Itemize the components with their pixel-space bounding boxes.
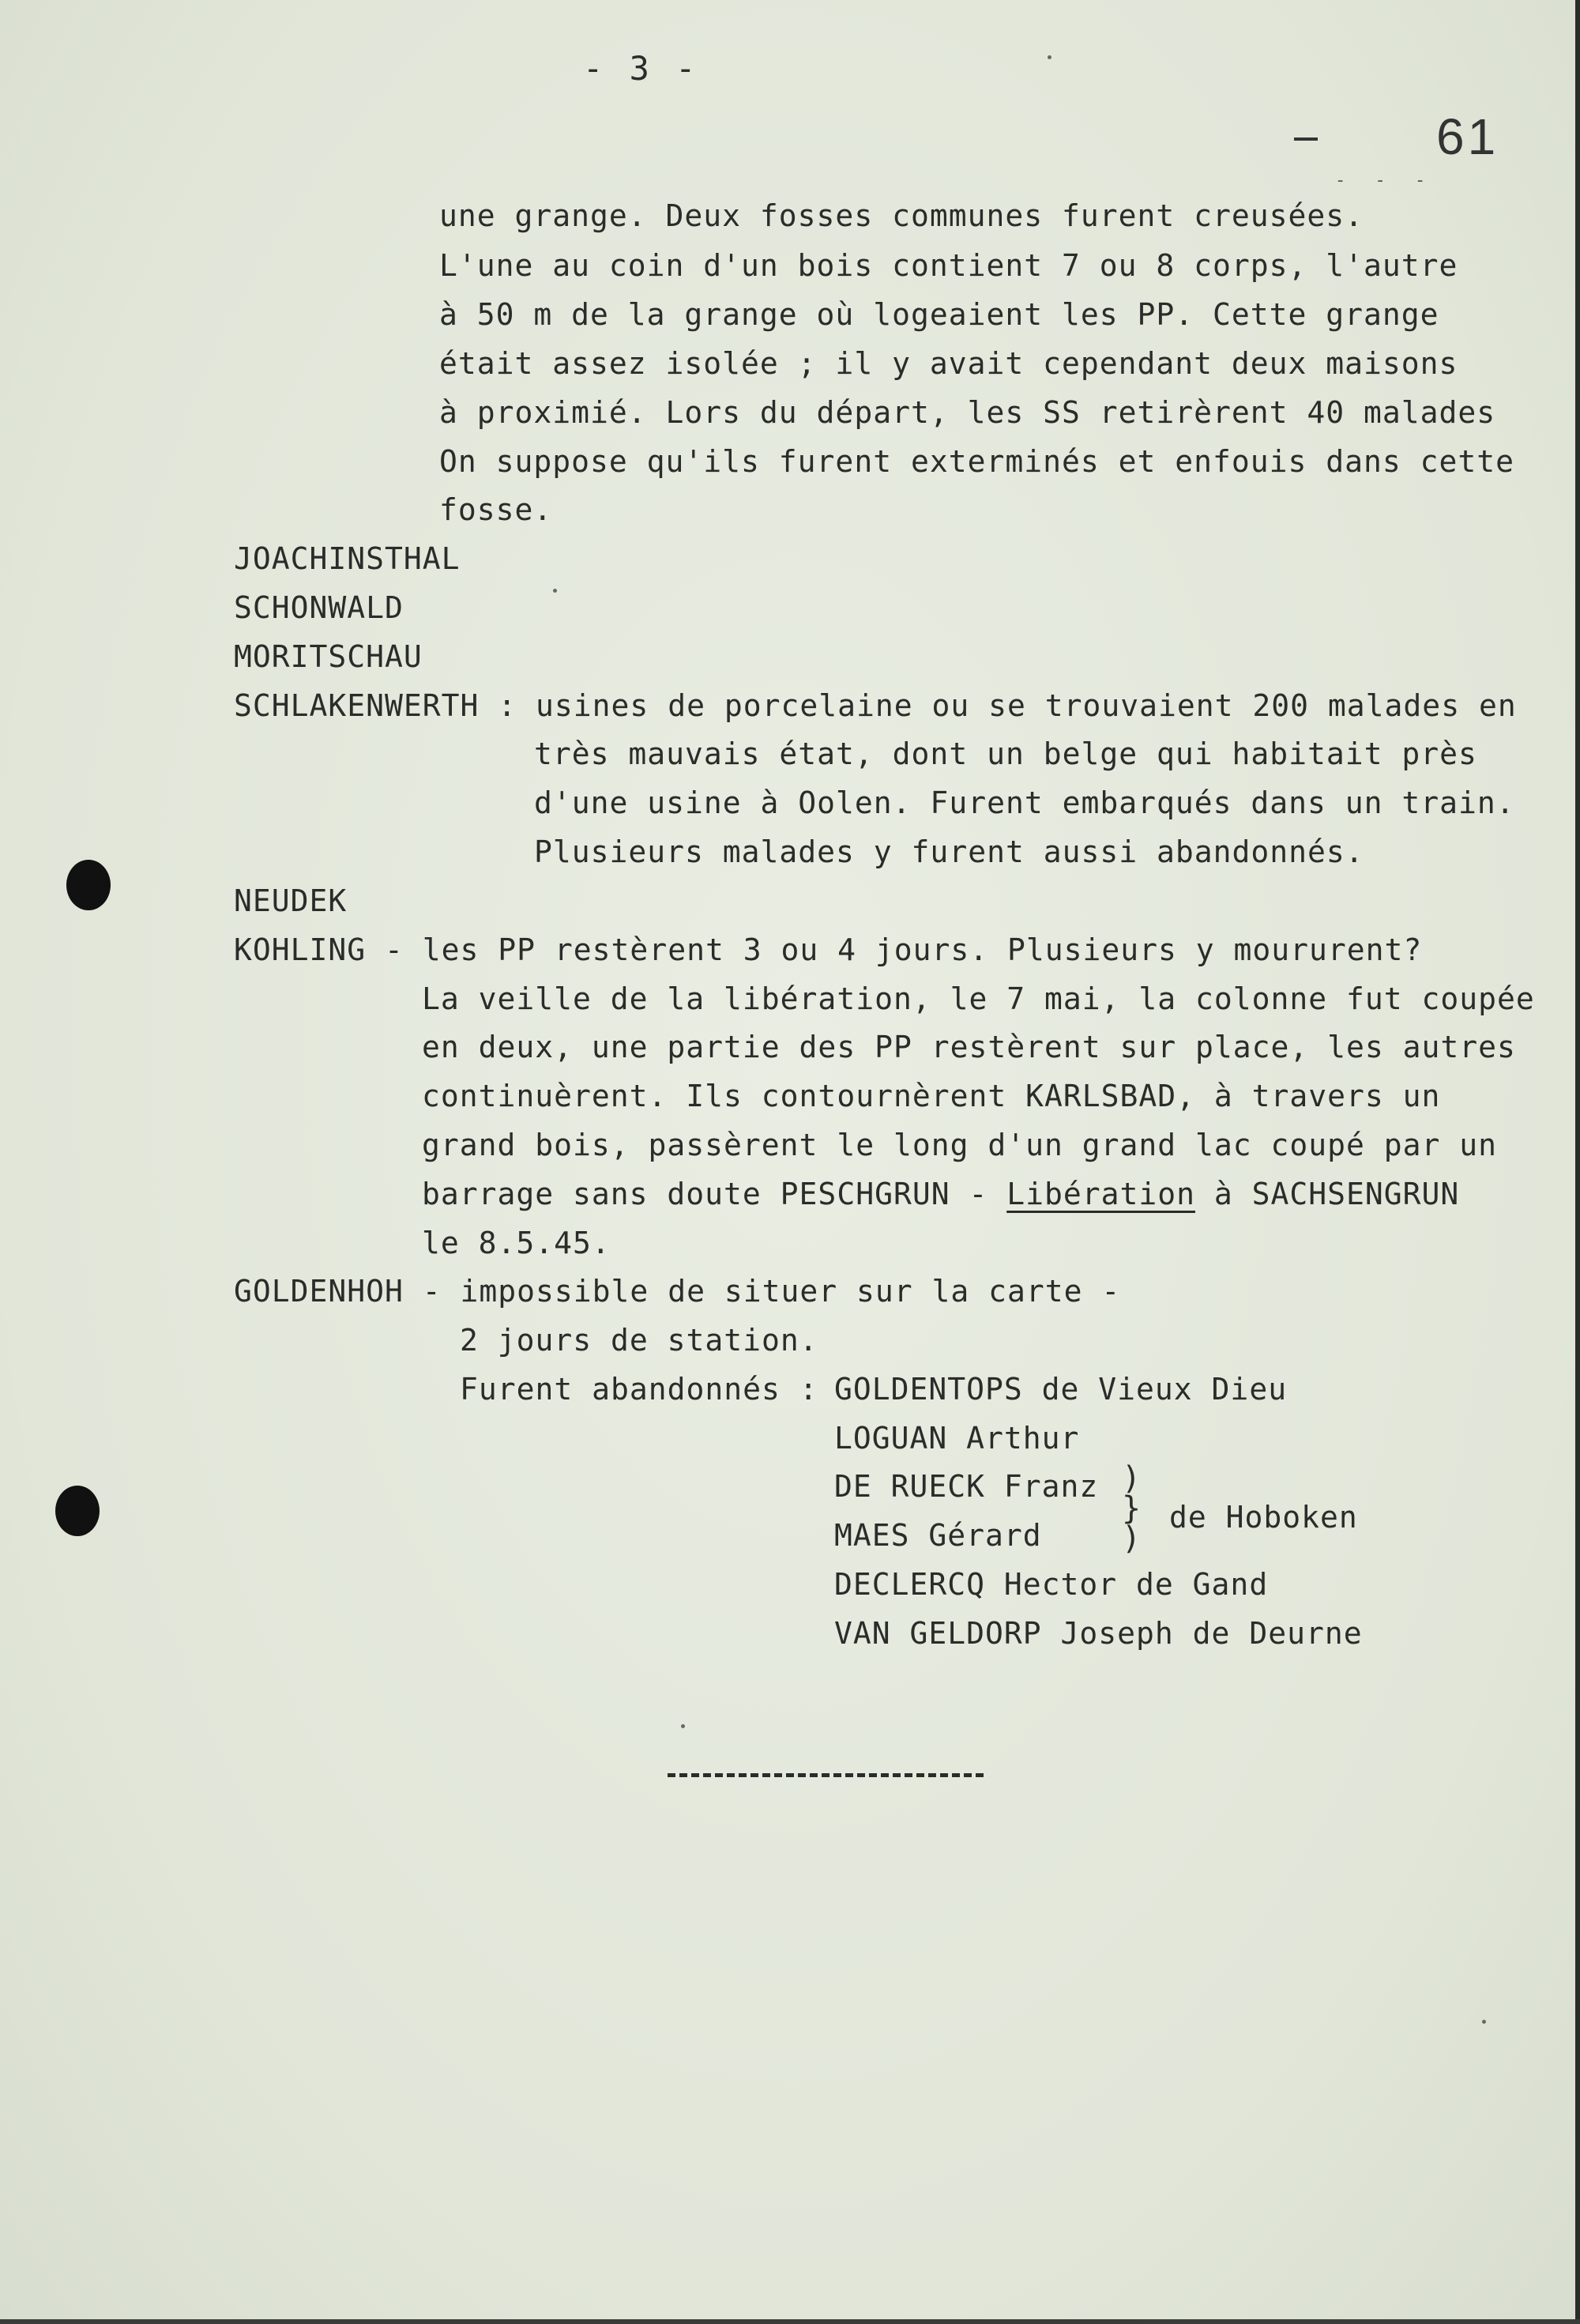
- abandoned-name: DECLERCQ Hector de Gand: [834, 1567, 1269, 1602]
- kohling-line: continuèrent. Ils contournèrent KARLSBAD, à travers un: [422, 1079, 1441, 1113]
- place-moritschau: MORITSCHAU: [234, 639, 423, 674]
- abandoned-label: Furent abandonnés :: [460, 1372, 837, 1407]
- paragraph-line: fosse.: [439, 492, 553, 527]
- paragraph-line: L'une au coin d'un bois contient 7 ou 8 corps, l'autre: [439, 248, 1458, 283]
- folio-dash: [1294, 137, 1318, 141]
- paragraph-line: à 50 m de la grange où logeaient les PP. Cette grange: [439, 297, 1439, 332]
- scan-edge-bottom: [0, 2319, 1580, 2324]
- punch-hole-bottom: [55, 1486, 100, 1536]
- abandoned-name: DE RUECK Franz: [834, 1469, 1099, 1504]
- schlakenwerth-line: Plusieurs malades y furent aussi abandonnés.: [534, 834, 1364, 869]
- paragraph-line: une grange. Deux fosses communes furent creusées.: [439, 198, 1364, 233]
- place-joachinsthal: JOACHINSTHAL: [234, 541, 461, 576]
- scan-edge-right: [1575, 0, 1580, 2324]
- speck: [1482, 2020, 1486, 2024]
- closing-rule: [668, 1773, 984, 1777]
- abandoned-name: LOGUAN Arthur: [834, 1421, 1080, 1456]
- goldenhoh-line: 2 jours de station.: [460, 1323, 818, 1358]
- folio-number: 61: [1436, 108, 1499, 165]
- speck: [681, 1724, 685, 1728]
- speck: [1048, 55, 1051, 59]
- paragraph-line: était assez isolée ; il y avait cependant deux maisons: [439, 346, 1458, 381]
- schlakenwerth-line: très mauvais état, dont un belge qui habitait près: [534, 736, 1477, 771]
- punch-hole-top: [66, 860, 111, 910]
- paragraph-line: à proximié. Lors du départ, les SS retirèrent 40 malades: [439, 395, 1496, 430]
- kohling-line: [422, 1176, 1459, 1212]
- liberation-underlined: Libération: [1006, 1177, 1195, 1211]
- place-neudek: NEUDEK: [234, 883, 348, 918]
- schlakenwerth-line: d'une usine à Oolen. Furent embarqués dans un train.: [534, 785, 1515, 820]
- abandoned-name: GOLDENTOPS de Vieux Dieu: [834, 1372, 1288, 1407]
- kohling-line: le 8.5.45.: [422, 1226, 611, 1260]
- place-schonwald: SCHONWALD: [234, 590, 404, 625]
- kohling-line: en deux, une partie des PP restèrent sur place, les autres: [422, 1030, 1516, 1064]
- paragraph-line: On suppose qu'ils furent exterminés et enfouis dans cette: [439, 444, 1515, 479]
- kohling-line: La veille de la libération, le 7 mai, la colonne fut coupée: [422, 981, 1535, 1016]
- page-number: - 3 -: [583, 49, 699, 88]
- place-kohling: KOHLING - les PP restèrent 3 ou 4 jours. Plusieurs y moururent?: [234, 932, 1423, 967]
- speck: [553, 589, 557, 593]
- place-goldenhoh: GOLDENHOH - impossible de situer sur la carte -: [234, 1274, 1121, 1309]
- place-schlakenwerth: SCHLAKENWERTH : usines de porcelaine ou se trouvaient 200 malades en: [234, 688, 1517, 723]
- kohling-line: grand bois, passèrent le long d'un grand lac coupé par un: [422, 1128, 1498, 1162]
- kohling-line5-post: à SACHSENGRUN: [1195, 1177, 1460, 1211]
- folio-ticks: - - -: [1335, 171, 1435, 190]
- abandoned-name: VAN GELDORP Joseph de Deurne: [834, 1616, 1363, 1651]
- brace-bracket: ) } ): [1122, 1460, 1142, 1557]
- abandoned-name: MAES Gérard: [834, 1518, 1042, 1553]
- kohling-line5-pre: barrage sans doute PESCHGRUN -: [422, 1177, 1007, 1211]
- hoboken-note: de Hoboken: [1169, 1500, 1358, 1535]
